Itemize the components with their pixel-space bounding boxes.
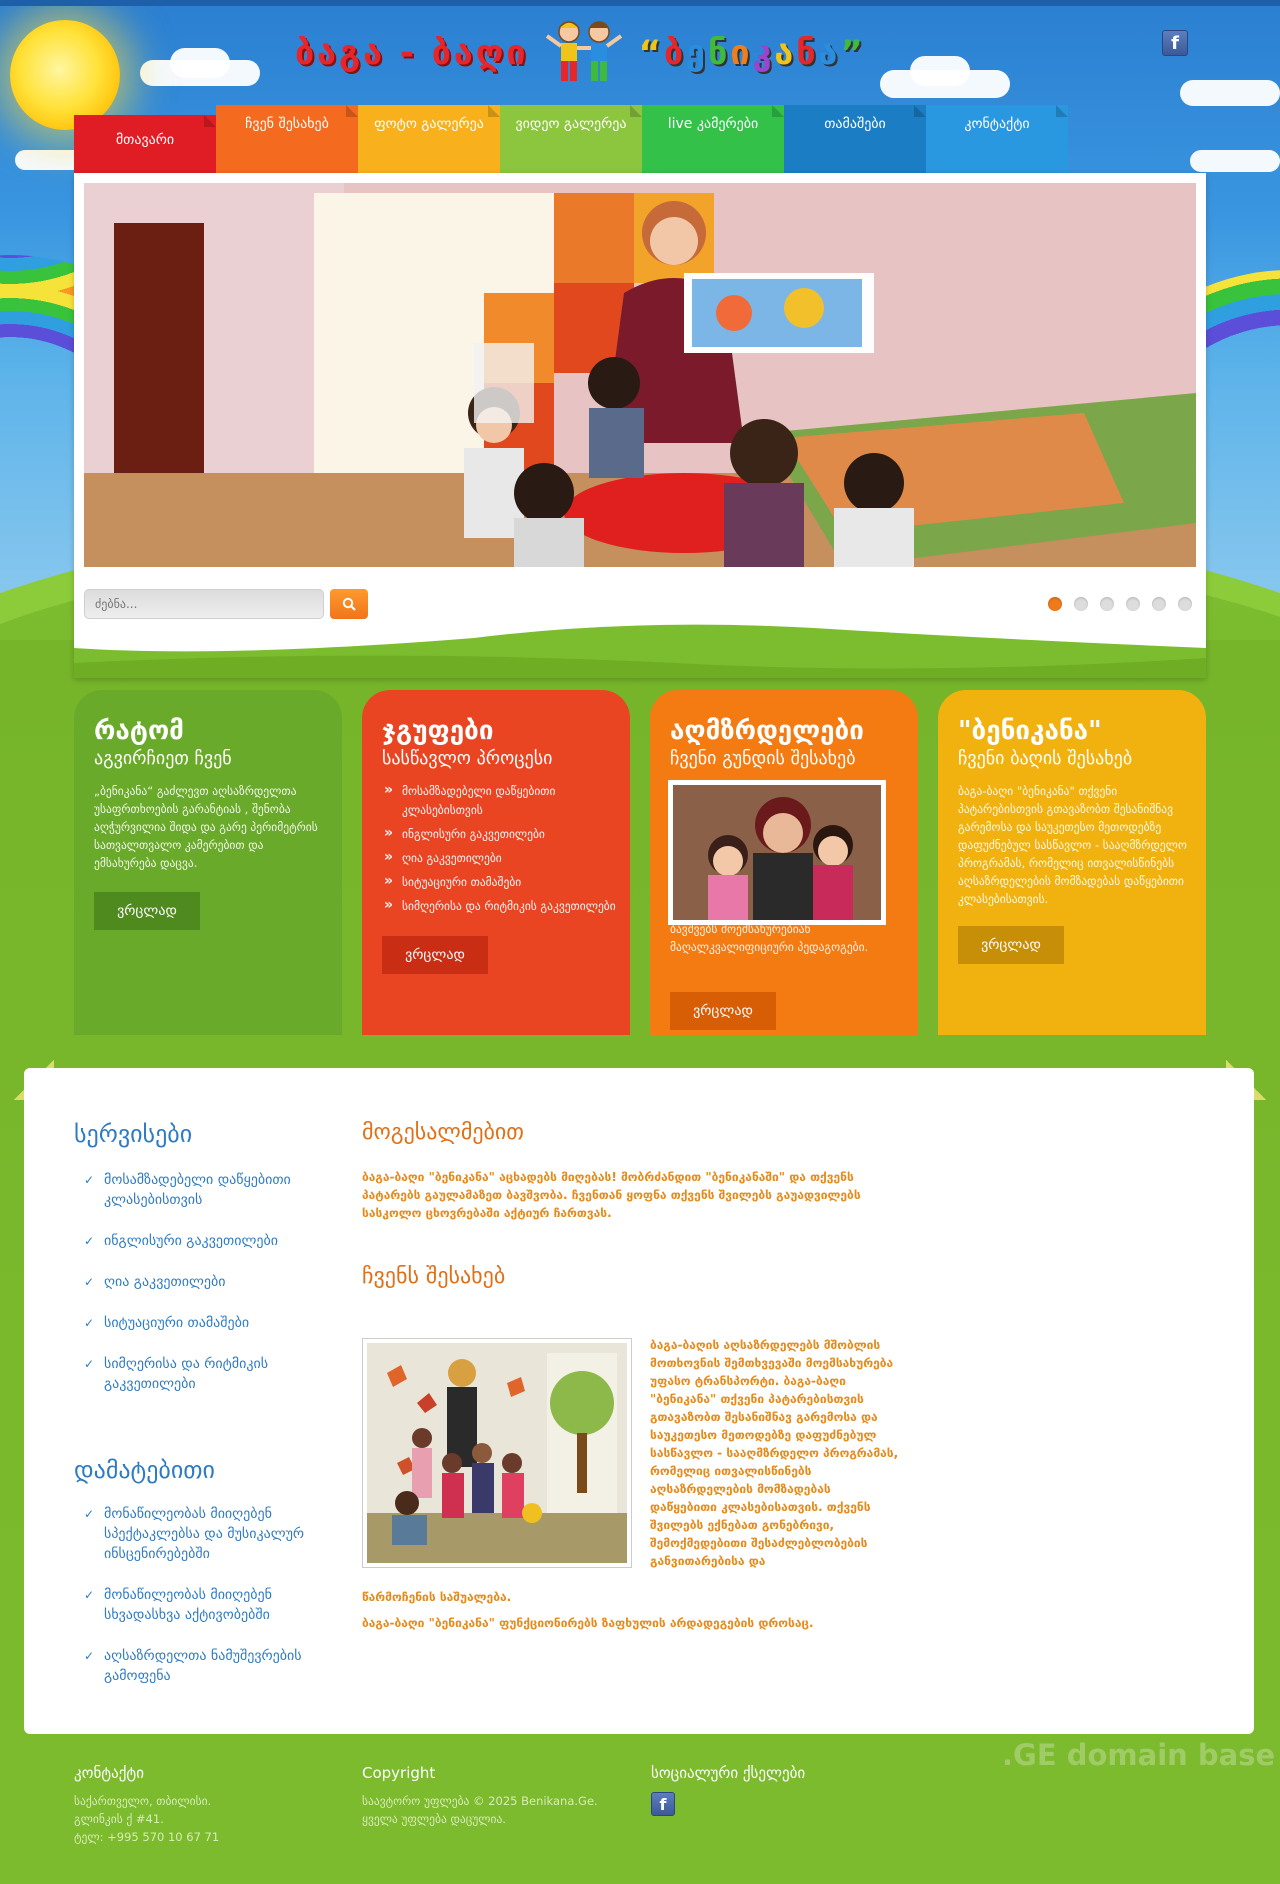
extra-link[interactable]: ✓ მონაწილეობას მიიღებენ სპექტაკლებსა და მუსიკალურ ინსცენირებებში bbox=[84, 1504, 324, 1564]
read-more-button[interactable]: ვრცლად bbox=[958, 926, 1064, 964]
slider-dot[interactable] bbox=[1048, 597, 1062, 611]
footer-street: გლინკის ქ #41. bbox=[74, 1812, 164, 1826]
nav-item-label: ჩვენ შესახებ bbox=[245, 116, 329, 132]
nav-item-label: ვიდეო გალერეა bbox=[515, 116, 627, 132]
nav-item-3[interactable] bbox=[358, 105, 500, 173]
nav-item-6[interactable] bbox=[784, 105, 926, 173]
watermark-text: .GE domain base bbox=[1002, 1738, 1276, 1772]
nav-item-1[interactable] bbox=[74, 115, 216, 173]
nav-item-2[interactable] bbox=[216, 105, 358, 173]
nav-item-label: კონტაქტი bbox=[964, 116, 1030, 132]
slider-dot[interactable] bbox=[1178, 597, 1192, 611]
hero-panel bbox=[74, 173, 1206, 678]
slider-dot[interactable] bbox=[1152, 597, 1166, 611]
cloud-decoration bbox=[910, 56, 970, 86]
extra-list bbox=[84, 1504, 324, 1707]
top-bar bbox=[0, 0, 1280, 6]
feature-box-title: "ბენიკანა" bbox=[958, 716, 1102, 746]
read-more-button[interactable]: ვრცლად bbox=[670, 992, 776, 1030]
feature-box-text: ბაგა-ბაღი "ბენიკანა" თქვენი პატარებისთვის გთავაზობთ შესანიშნავ გარემოსა და საუკეთესო მეთოდებზე დაფუძნებულ სასწავლო - სააღმზრდელო პროგრამას, რომელიც ითვალისწინებს აღსაზრდელების მომზადებას დაწყებითი კლასებისათვის. bbox=[958, 784, 1187, 906]
nav-item-5[interactable] bbox=[642, 105, 784, 173]
feature-boxes bbox=[74, 690, 1206, 1035]
feature-box-list-item[interactable]: » ღია გაკვეთილები bbox=[382, 849, 630, 868]
feature-box-text: ბავშვებს მოემსახურებიან მაღალკვალიფიციური პედაგოგები. bbox=[670, 922, 869, 954]
about-side-text: ბაგა-ბაღის აღსაზრდელებს მშობლის მოთხოვნის შემთხვევაში მოემსახურება უფასო ტრანსპორტი. ბაგა-ბაღი "ბენიკანა" თქვენი პატარებისთვის გთავაზობთ შესანიშნავ გარემოსა და საუკეთესო მეთოდებზე დაფუძნებულ სასწავლო - სააღმზრდელო პროგრამას, რომელიც ითვალისწინებს აღსაზრდელების მომზადებას დაწყებითი კლასებისათვის. თქვენს შვილებს ექნებათ გონებრივი, შემოქმედებითი შესაძლებლობების განვითარებისა და bbox=[650, 1338, 899, 1568]
slider-dot[interactable] bbox=[1074, 597, 1088, 611]
search-icon bbox=[342, 597, 356, 611]
slider-dot[interactable] bbox=[1126, 597, 1140, 611]
nav-item-4[interactable] bbox=[500, 105, 642, 173]
services-title: სერვისები bbox=[74, 1120, 193, 1148]
about-title: ჩვენს შესახებ bbox=[362, 1264, 506, 1289]
slider-dot[interactable] bbox=[1100, 597, 1114, 611]
footer-contact-title: კონტაქტი bbox=[74, 1764, 144, 1782]
nav-item-label: live კამერები bbox=[667, 116, 759, 132]
service-link[interactable]: ✓ ინგლისური გაკვეთილები bbox=[84, 1231, 324, 1251]
feature-box bbox=[650, 690, 918, 1035]
teacher-photo bbox=[668, 780, 886, 925]
cloud-decoration bbox=[1190, 150, 1280, 172]
logo-text-main: ბაგა - ბაღი bbox=[295, 33, 529, 73]
feature-box-list-item[interactable]: » მოსამზადებელი დაწყებითი კლასებისთვის bbox=[382, 782, 630, 820]
site-logo[interactable] bbox=[295, 18, 905, 88]
cloud-decoration bbox=[170, 48, 230, 78]
panel-hill-decoration bbox=[74, 618, 1206, 678]
footer-copyright-line: საავტორო უფლება © 2025 Benikana.Ge. bbox=[362, 1794, 598, 1808]
service-link[interactable]: ✓ ღია გაკვეთილები bbox=[84, 1272, 324, 1292]
feature-box-list-item[interactable]: » სიმღერისა და რიტმიკის გაკვეთილები bbox=[382, 897, 630, 916]
feature-box-subtitle: აგვირჩიეთ ჩვენ bbox=[94, 748, 232, 769]
feature-box-list-item[interactable]: » ინგლისური გაკვეთილები bbox=[382, 825, 630, 844]
welcome-title: მოგესალმებით bbox=[362, 1120, 524, 1145]
about-text-line3: ბაგა-ბაღი "ბენიკანა" ფუნქციონირებს ზაფხულის არდადეგების დროსაც. bbox=[362, 1616, 814, 1630]
feature-box-list-item[interactable]: » სიტუაციური თამაშები bbox=[382, 873, 630, 892]
welcome-text: ბაგა-ბაღი "ბენიკანა" აცხადებს მიღებას! მობრძანდით "ბენიკანაში" და თქვენს პატარებს გაულამაზეთ ბავშვობა. ჩვენთან ყოფნა თქვენს შვილებს გაუადვილებს სასკოლო ცხოვრებაში აქტიურ ჩართვას. bbox=[362, 1170, 861, 1220]
slider-dots bbox=[1048, 597, 1192, 611]
feature-box bbox=[362, 690, 630, 1035]
read-more-button[interactable]: ვრცლად bbox=[94, 892, 200, 930]
footer-copyright-title: Copyright bbox=[362, 1764, 436, 1782]
footer-contact-info bbox=[74, 1792, 219, 1846]
facebook-icon[interactable]: f bbox=[1162, 30, 1188, 56]
extra-link[interactable]: ✓ მონაწილეობას მიიღებენ სხვადასხვა აქტივობებში bbox=[84, 1585, 324, 1625]
facebook-icon[interactable]: f bbox=[651, 1792, 675, 1816]
about-photo bbox=[362, 1338, 632, 1568]
service-link[interactable]: ✓ სიმღერისა და რიტმიკის გაკვეთილები bbox=[84, 1354, 324, 1394]
search-input[interactable] bbox=[84, 589, 324, 619]
content-area bbox=[24, 1068, 1254, 1734]
feature-box-subtitle: ჩვენი ბაღის შესახებ bbox=[958, 748, 1133, 769]
footer-social-title: სოციალური ქსელები bbox=[651, 1764, 806, 1782]
service-link[interactable]: ✓ მოსამზადებელი დაწყებითი კლასებისთვის bbox=[84, 1170, 324, 1210]
nav-item-label: თამაშები bbox=[824, 116, 886, 132]
feature-box bbox=[938, 690, 1206, 1035]
cloud-decoration bbox=[1180, 80, 1280, 106]
nav-item-label: მთავარი bbox=[115, 132, 175, 148]
kids-logo-icon bbox=[539, 18, 629, 88]
read-more-button[interactable]: ვრცლად bbox=[382, 936, 488, 974]
service-link[interactable]: ✓ სიტუაციური თამაშები bbox=[84, 1313, 324, 1333]
feature-box-subtitle: ჩვენი გუნდის შესახებ bbox=[670, 748, 856, 769]
footer-address: საქართველო, თბილისი. bbox=[74, 1794, 212, 1808]
logo-text-name: “ბენიკანა” bbox=[638, 33, 866, 73]
feature-box-text: „ბენიკანა“ გაძლევთ აღსაზრდელთა უსაფრთხოების გარანტიას , შენობა აღჭურვილია შიდა და გარე პერიმეტრის სათვალთვალო კამერებით და ემსახურება დაცვა. bbox=[94, 784, 318, 870]
nav-item-7[interactable] bbox=[926, 105, 1068, 173]
feature-box-list bbox=[382, 782, 630, 921]
about-text-line2: წარმოჩენის საშუალება. bbox=[362, 1590, 512, 1604]
extra-title: დამატებითი bbox=[74, 1456, 215, 1484]
extra-link[interactable]: ✓ აღსაზრდელთა ნამუშევრების გამოფენა bbox=[84, 1646, 324, 1686]
search-button[interactable] bbox=[330, 589, 368, 619]
nav-item-label: ფოტო გალერეა bbox=[374, 116, 484, 132]
search-box bbox=[84, 589, 324, 619]
footer-copyright-info bbox=[362, 1792, 598, 1828]
feature-box-title: აღმზრდელები bbox=[670, 716, 864, 746]
main-navigation bbox=[74, 105, 1068, 173]
footer-rights-line: ყველა უფლება დაცულია. bbox=[362, 1812, 506, 1826]
feature-box-title: რატომ bbox=[94, 716, 184, 746]
feature-box-title: ჯგუფები bbox=[382, 716, 494, 746]
feature-box-subtitle: სასწავლო პროცესი bbox=[382, 748, 553, 769]
feature-box bbox=[74, 690, 342, 1035]
services-list bbox=[84, 1170, 324, 1415]
classroom-photo bbox=[84, 183, 1196, 567]
image-slider[interactable] bbox=[84, 183, 1196, 567]
footer-phone: ტელ: +995 570 10 67 71 bbox=[74, 1830, 220, 1844]
